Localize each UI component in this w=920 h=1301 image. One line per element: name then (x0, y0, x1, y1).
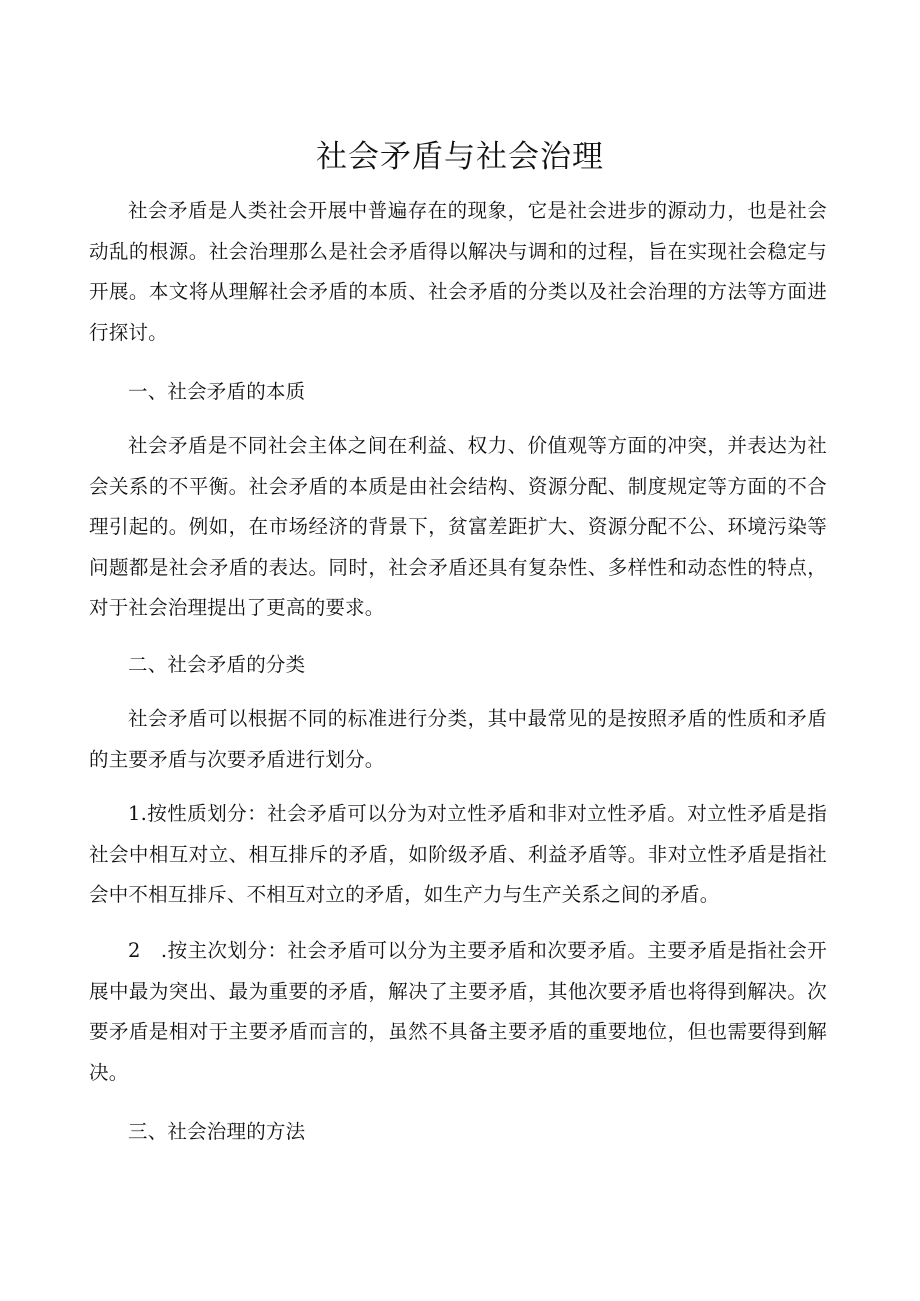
intro-paragraph: 社会矛盾是人类社会开展中普遍存在的现象，它是社会进步的源动力，也是社会动乱的根源。社会治理那么是社会矛盾得以解决与调和的过程，旨在实现社会稳定与开展。本文将从理解社会矛盾的本质、社会矛盾的分类以及社会治理的方法等方面进行探讨。 (89, 199, 827, 344)
classification-paragraph: 社会矛盾可以根据不同的标准进行分类，其中最常见的是按照矛盾的性质和矛盾的主要矛盾与次要矛盾进行划分。 (89, 707, 827, 771)
section-heading-classification: 二、社会矛盾的分类 (128, 653, 306, 676)
document-title: 社会矛盾与社会治理 (316, 139, 604, 175)
classification-item-priority: 2 .按主次划分：社会矛盾可以分为主要矛盾和次要矛盾。主要矛盾是指社会开展中最为突出、最为重要的矛盾，解决了主要矛盾，其他次要矛盾也将得到解决。次要矛盾是相对于主要矛盾而言的，虽然不具备主要矛盾的重要地位，但也需要得到解决。 (89, 939, 827, 1084)
essence-paragraph: 社会矛盾是不同社会主体之间在利益、权力、价值观等方面的冲突，并表达为社会关系的不平衡。社会矛盾的本质是由社会结构、资源分配、制度规定等方面的不合理引起的。例如，在市场经济的背景下，贫富差距扩大、资源分配不公、环境污染等问题都是社会矛盾的表达。同时，社会矛盾还具有复杂性、多样性和动态性的特点，对于社会治理提出了更高的要求。 (89, 434, 827, 619)
section-heading-essence: 一、社会矛盾的本质 (128, 380, 306, 403)
section-heading-methods: 三、社会治理的方法 (128, 1120, 306, 1143)
classification-item-nature: 1.按性质划分：社会矛盾可以分为对立性矛盾和非对立性矛盾。对立性矛盾是指社会中相互对立、相互排斥的矛盾，如阶级矛盾、利益矛盾等。非对立性矛盾是指社会中不相互排斥、不相互对立的矛盾，如生产力与生产关系之间的矛盾。 (89, 802, 827, 906)
